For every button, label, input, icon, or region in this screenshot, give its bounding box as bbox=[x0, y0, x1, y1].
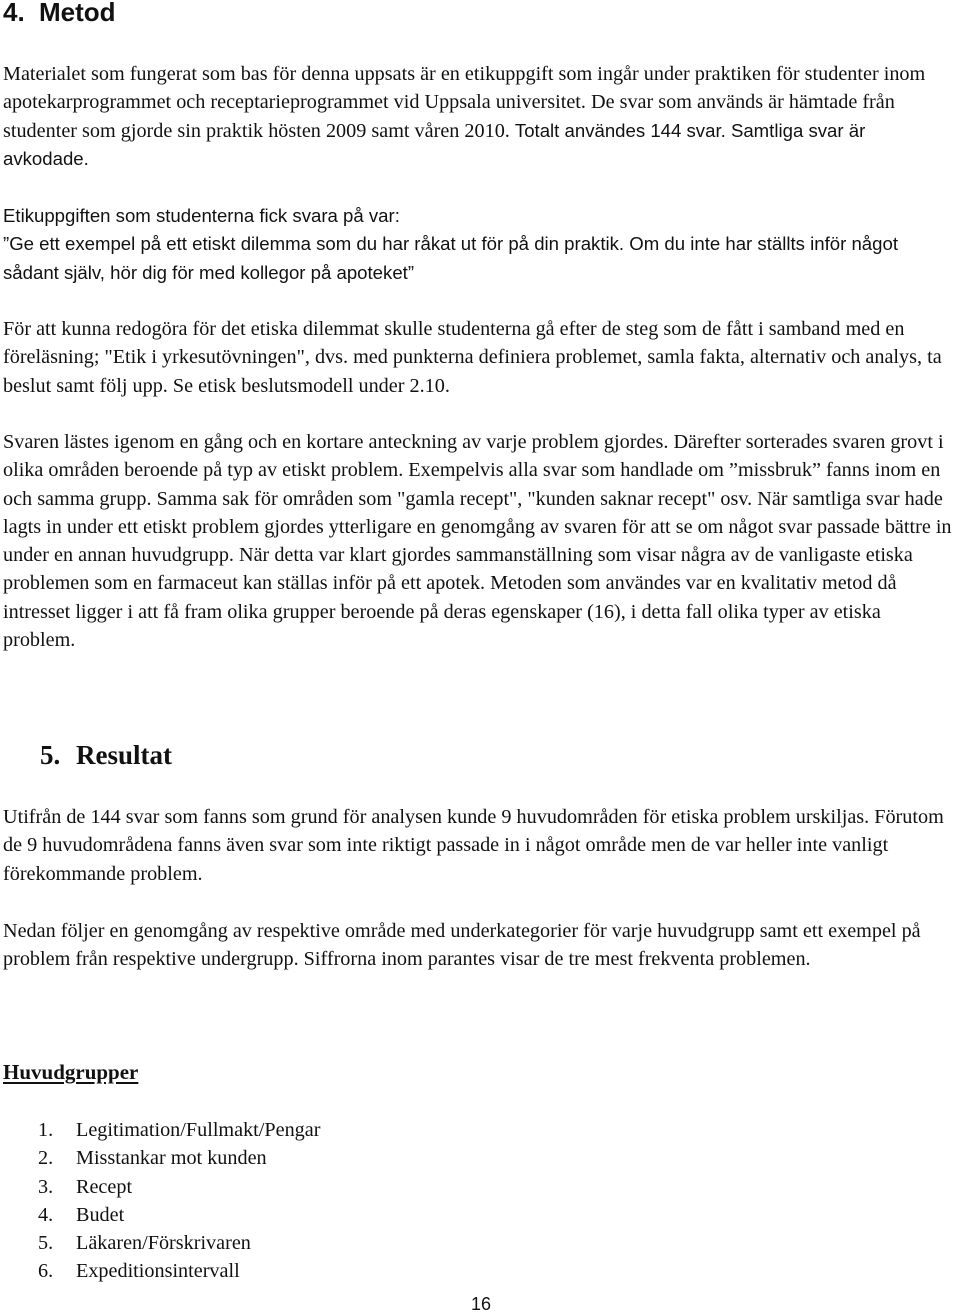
paragraph-text: Svaren lästes igenom en gång och en kortare anteckning av varje problem gjordes. Därefter sorterades svaren grovt i olika områden beroende på typ av etiskt problem. Exempelvis alla svar som handlade om ”missbruk” fanns inom en och samma grupp. Samma sak för områden som "gamla recept", "kunden saknar recept" osv. När samtliga svar hade lagts in under ett etiskt problem gjordes ytterligare en genomgång av svaren för att se om något svar passade bättre in under en annan huvudgrupp. När detta var klart gjordes sammanställning som visar några av de vanligaste etiska problemen som en farmaceut kan ställas inför på ett apotek. Metoden som användes var en kvalitativ metod då intresset ligger i att få fram olika grupper beroende på deras egenskaper (16), i detta fall olika typer av etiska problem. bbox=[3, 431, 952, 652]
list-item-number: 6. bbox=[38, 1260, 54, 1283]
list-item-label: Recept bbox=[76, 1175, 133, 1198]
paragraph-sorting bbox=[3, 428, 955, 654]
paragraph-overview bbox=[3, 917, 955, 974]
paragraph-assignment bbox=[3, 202, 955, 287]
list-item bbox=[0, 1144, 320, 1172]
section-title: Resultat bbox=[76, 740, 172, 770]
list-item-number: 5. bbox=[38, 1232, 54, 1255]
assignment-quote: ”Ge ett exempel på ett etiskt dilemma som du har råkat ut för på din praktik. Om du inte har ställts inför något sådant själv, hör dig för med kollegor på apoteket” bbox=[3, 233, 898, 283]
paragraph-text: Nedan följer en genomgång av respektive område med underkategorier för varje huvudgrupp samt ett exempel på problem från respektive undergrupp. Siffrorna inom parantes visar de tre mest frekventa problemen. bbox=[3, 920, 921, 971]
list-item-number: 1. bbox=[38, 1119, 54, 1141]
list-item-number: 3. bbox=[38, 1175, 54, 1198]
section-title: Metod bbox=[39, 0, 116, 27]
section-heading-resultat bbox=[40, 742, 172, 769]
paragraph-results-intro bbox=[3, 803, 955, 888]
list-item bbox=[0, 1116, 320, 1144]
section-heading-metod bbox=[3, 0, 116, 25]
paragraph-material bbox=[3, 60, 955, 173]
list-item-label: Budet bbox=[76, 1203, 125, 1226]
list-item bbox=[0, 1173, 320, 1201]
paragraph-text: För att kunna redogöra för det etiska dilemmat skulle studenterna gå efter de steg som de fått i samband med en föreläsning; "Etik i yrkesutövningen", dvs. med punkterna definiera problemet, samla fakta, alternativ och analys, ta beslut samt följ upp. Se etisk beslutsmodell under 2.10. bbox=[3, 318, 942, 397]
list-item bbox=[0, 1257, 320, 1285]
paragraph-text: Utifrån de 144 svar som fanns som grund för analysen kunde 9 huvudområden för etiska problem urskiljas. Förutom de 9 huvudområdena fanns även svar som inte riktigt passade in i något område men de var heller inte vanligt förekommande problem. bbox=[3, 806, 944, 885]
list-item-label: Misstankar mot kunden bbox=[76, 1147, 267, 1170]
assignment-intro: Etikuppgiften som studenterna fick svara på var: bbox=[3, 205, 400, 226]
list-item-label: Expeditionsintervall bbox=[76, 1260, 240, 1283]
list-item-number: 2. bbox=[38, 1147, 54, 1170]
paragraph-method-steps bbox=[3, 315, 955, 400]
page-number: 16 bbox=[471, 1294, 492, 1314]
list-item-number: 4. bbox=[38, 1203, 54, 1226]
section-number: 4. bbox=[3, 0, 25, 27]
list-item-label: Legitimation/Fullmakt/Pengar bbox=[76, 1119, 321, 1141]
list-item bbox=[0, 1229, 320, 1257]
groups-heading: Huvudgrupper bbox=[3, 1060, 139, 1084]
paragraph-text-sans: Totalt användes 144 svar. Samtliga svar är avkodade. bbox=[3, 119, 866, 169]
paragraph-text: Materialet som fungerat som bas för denna uppsats är en etikuppgift som ingår under praktiken för studenter inom apotekarprogrammet och receptarieprogrammet vid Uppsala universitet. De svar som används är hämtade från studenter som gjorde sin praktik hösten 2009 samt våren 2010. bbox=[3, 63, 926, 142]
section-number: 5. bbox=[40, 740, 61, 770]
list-item-label: Läkaren/Förskrivaren bbox=[76, 1232, 251, 1255]
groups-list bbox=[0, 1116, 320, 1286]
list-item bbox=[0, 1201, 320, 1229]
